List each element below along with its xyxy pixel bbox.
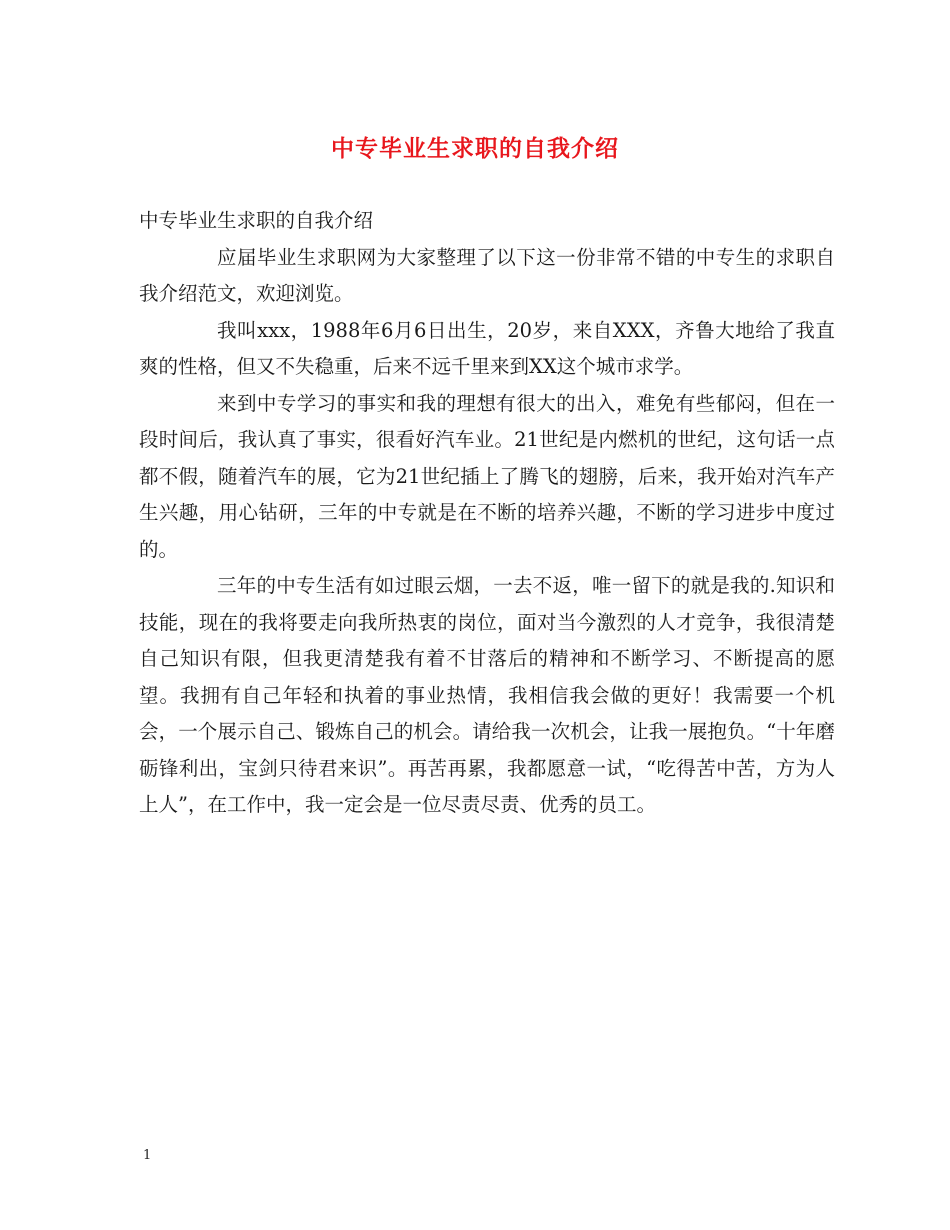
document-subtitle: 中专毕业生求职的自我介绍 [139,209,374,232]
paragraph: 来到中专学习的事实和我的理想有很大的出入，难免有些郁闷，但在一段时间后，我认真了事实，很看好汽车业。21世纪是内燃机的世纪，这句话一点都不假，随着汽车的展，它为21世纪插上了腾飞的翅膀，后来，我开始对汽车产生兴趣，用心钻研，三年的中专就是在不断的培养兴趣，不断的学习进步中度过的。 [139,391,835,561]
paragraph: 应届毕业生求职网为大家整理了以下这一份非常不错的中专生的求职自我介绍范文，欢迎浏览。 [139,245,835,305]
document-body [139,203,835,824]
page-number: 1 [143,1148,152,1163]
paragraph: 我叫xxx，1988年6月6日出生，20岁，来自XXX，齐鲁大地给了我直爽的性格，但又不失稳重，后来不远千里来到XX这个城市求学。 [139,318,835,378]
paragraph: 三年的中专生活有如过眼云烟，一去不返，唯一留下的就是我的.知识和技能，现在的我将要走向我所热衷的岗位，面对当今激烈的人才竞争，我很清楚自己知识有限，但我更清楚我有着不甘落后的精神和不断学习、不断提高的愿望。我拥有自己年轻和执着的事业热情，我相信我会做的更好！我需要一个机会，一个展示自己、锻炼自己的机会。请给我一次机会，让我一展抱负。“十年磨砺锋利出，宝剑只待君来识”。再苦再累，我都愿意一试，“吃得苦中苦，方为人上人”，在工作中，我一定会是一位尽责尽责、优秀的员工。 [139,574,835,816]
document-title: 中专毕业生求职的自我介绍 [331,136,619,162]
